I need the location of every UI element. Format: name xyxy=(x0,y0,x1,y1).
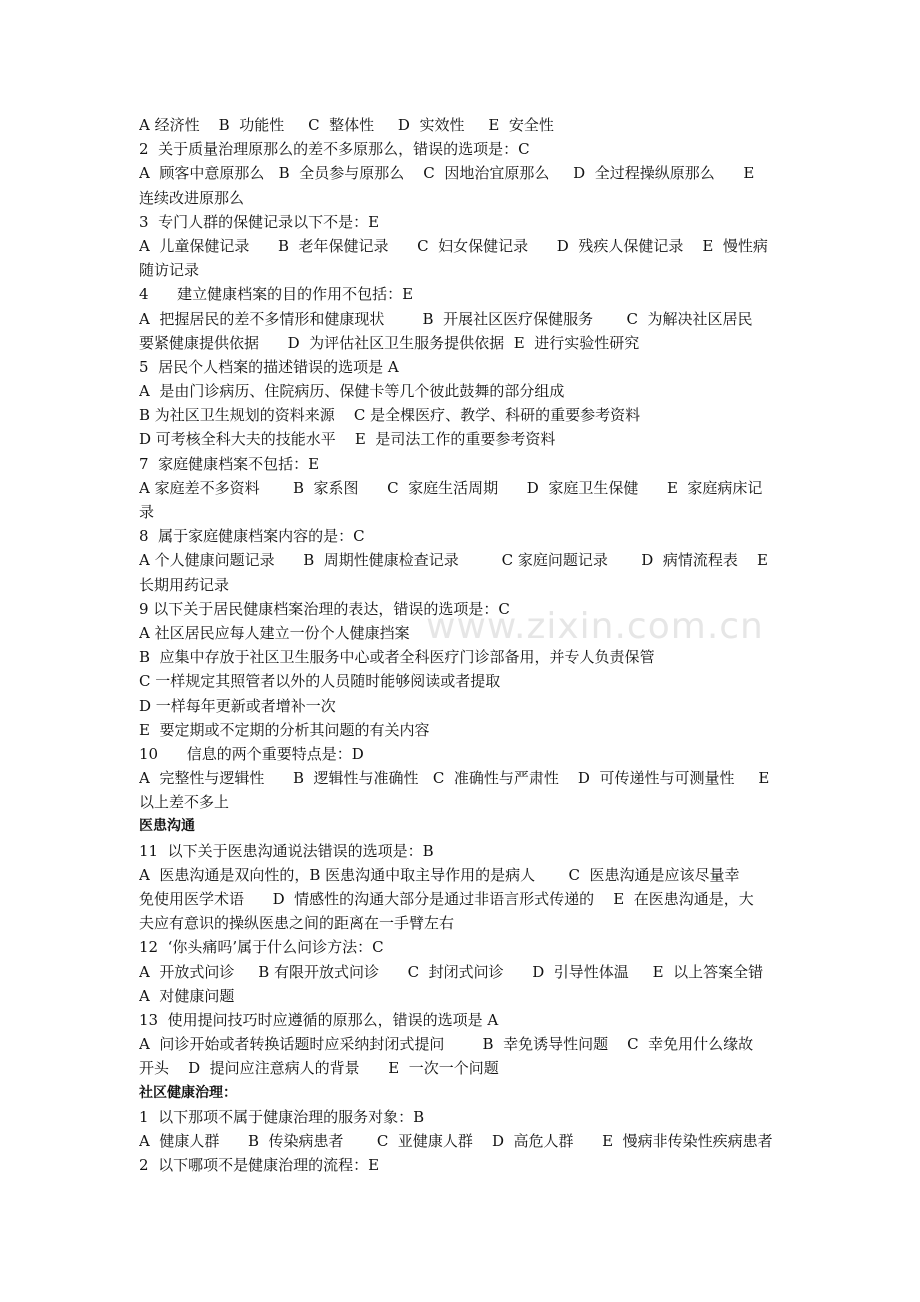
question-text-body xyxy=(139,113,789,1177)
text-line: 夫应有意识的操纵医患之间的距离在一手臂左右 xyxy=(139,914,455,933)
text-line: 长期用药记录 xyxy=(139,575,230,594)
text-line: A 经济性 B 功能性 C 整体性 D 实效性 E 安全性 xyxy=(139,116,554,134)
options-line: B 为社区卫生规划的资料来源 C 是全棵医疗、教学、科研的重要参考资料 xyxy=(139,406,641,425)
question-line: 13 使用提问技巧时应遵循的原那么，错误的选项是 A xyxy=(139,1010,499,1029)
question-line: 1 以下那项不属于健康治理的服务对象：B xyxy=(139,1107,425,1126)
options-line: 免使用医学术语 D 情感性的沟通大部分是通过非语言形式传递的 E 在医患沟通是，大 xyxy=(139,890,754,908)
options-line: A 家庭差不多资料 B 家系图 C 家庭生活周期 D 家庭卫生保健 E 家庭病床记 xyxy=(139,478,763,497)
options-line: A 社区居民应每人建立一份个人健康挡案 xyxy=(139,623,410,642)
options-line: A 是由门诊病历、住院病历、保健卡等几个彼此鼓舞的部分组成 xyxy=(139,382,565,401)
options-line: A 问诊开始或者转换话题时应采纳封闭式提问 B 幸免诱导性问题 C 幸免用什么缘故 xyxy=(139,1035,754,1054)
text-line: 要紧健康提供依据 D 为评估社区卫生服务提供依据 E 进行实验性研究 xyxy=(139,333,640,352)
options-line: A 开放式问诊 B 有限开放式问诊 C 封闭式问诊 D 引导性体温 E 以上答案全错 xyxy=(139,962,764,981)
options-line: A 儿童保健记录 B 老年保健记录 C 妇女保健记录 D 残疾人保健记录 E 慢性病 xyxy=(139,236,768,255)
text-line: 连续改进原那么 xyxy=(139,188,245,207)
question-line: 2 关于质量治理原那么的差不多原那么，错误的选项是：C xyxy=(139,140,530,159)
question-line: 3 专门人群的保健记录以下不是：E xyxy=(139,212,380,231)
options-line: E 要定期或不定期的分析其问题的有关内容 xyxy=(139,720,430,739)
question-line: 8 属于家庭健康档案内容的是：C xyxy=(139,527,365,546)
watermark: www.zixin.com.cn xyxy=(426,606,764,647)
question-line: 9 以下关于居民健康档案治理的表达，错误的选项是：C xyxy=(139,599,510,618)
text-line: 开头 D 提问应注意病人的背景 E 一次一个问题 xyxy=(139,1059,499,1078)
question-line: 10 信息的两个重要特点是：D xyxy=(139,744,364,763)
options-line: A 顾客中意原那么 B 全员参与原那么 C 因地治宜原那么 D 全过程操纵原那么 E xyxy=(139,164,755,183)
options-line: A 把握居民的差不多情形和健康现状 B 开展社区医疗保健服务 C 为解决社区居民 xyxy=(139,309,753,328)
options-line: D 可考核全科大夫的技能水平 E 是司法工作的重要参考资料 xyxy=(139,430,556,449)
text-line: 以上差不多上 xyxy=(139,793,230,812)
options-line: A 健康人群 B 传染病患者 C 亚健康人群 D 高危人群 E 慢病非传染性疾病患者 xyxy=(139,1131,773,1150)
text-line: 随访记录 xyxy=(139,261,200,280)
question-line: 7 家庭健康档案不包括：E xyxy=(139,454,320,473)
options-line: A 对健康问题 xyxy=(139,986,235,1005)
options-line: A 完整性与逻辑性 B 逻辑性与准确性 C 准确性与严肃性 D 可传递性与可测量性 E xyxy=(139,769,770,788)
options-line: A 医患沟通是双向性的，B 医患沟通中取主导作用的是病人 C 医患沟通是应该尽量幸 xyxy=(139,865,740,884)
section-heading: 医患沟通 xyxy=(139,818,195,835)
question-line: 11 以下关于医患沟通说法错误的选项是：B xyxy=(139,841,434,860)
options-line: B 应集中存放于社区卫生服务中心或者全科医疗门诊部备用，并专人负责保管 xyxy=(139,648,655,667)
question-line: 4 建立健康档案的目的作用不包括：E xyxy=(139,285,414,304)
options-line: C 一样规定其照管者以外的人员随时能够阅读或者提取 xyxy=(139,672,501,691)
text-line: 录 xyxy=(139,503,155,521)
section-heading: 社区健康治理： xyxy=(139,1084,237,1101)
question-line: 5 居民个人档案的描述错误的选项是 A xyxy=(139,357,399,376)
question-line: 2 以下哪项不是健康治理的流程：E xyxy=(139,1156,380,1175)
options-line: D 一样每年更新或者增补一次 xyxy=(139,696,336,715)
question-line: 12 ‘你头痛吗’属于什么问诊方法：C xyxy=(139,938,384,957)
options-line: A 个人健康问题记录 B 周期性健康检查记录 C 家庭问题记录 D 病情流程表 E xyxy=(139,551,768,570)
